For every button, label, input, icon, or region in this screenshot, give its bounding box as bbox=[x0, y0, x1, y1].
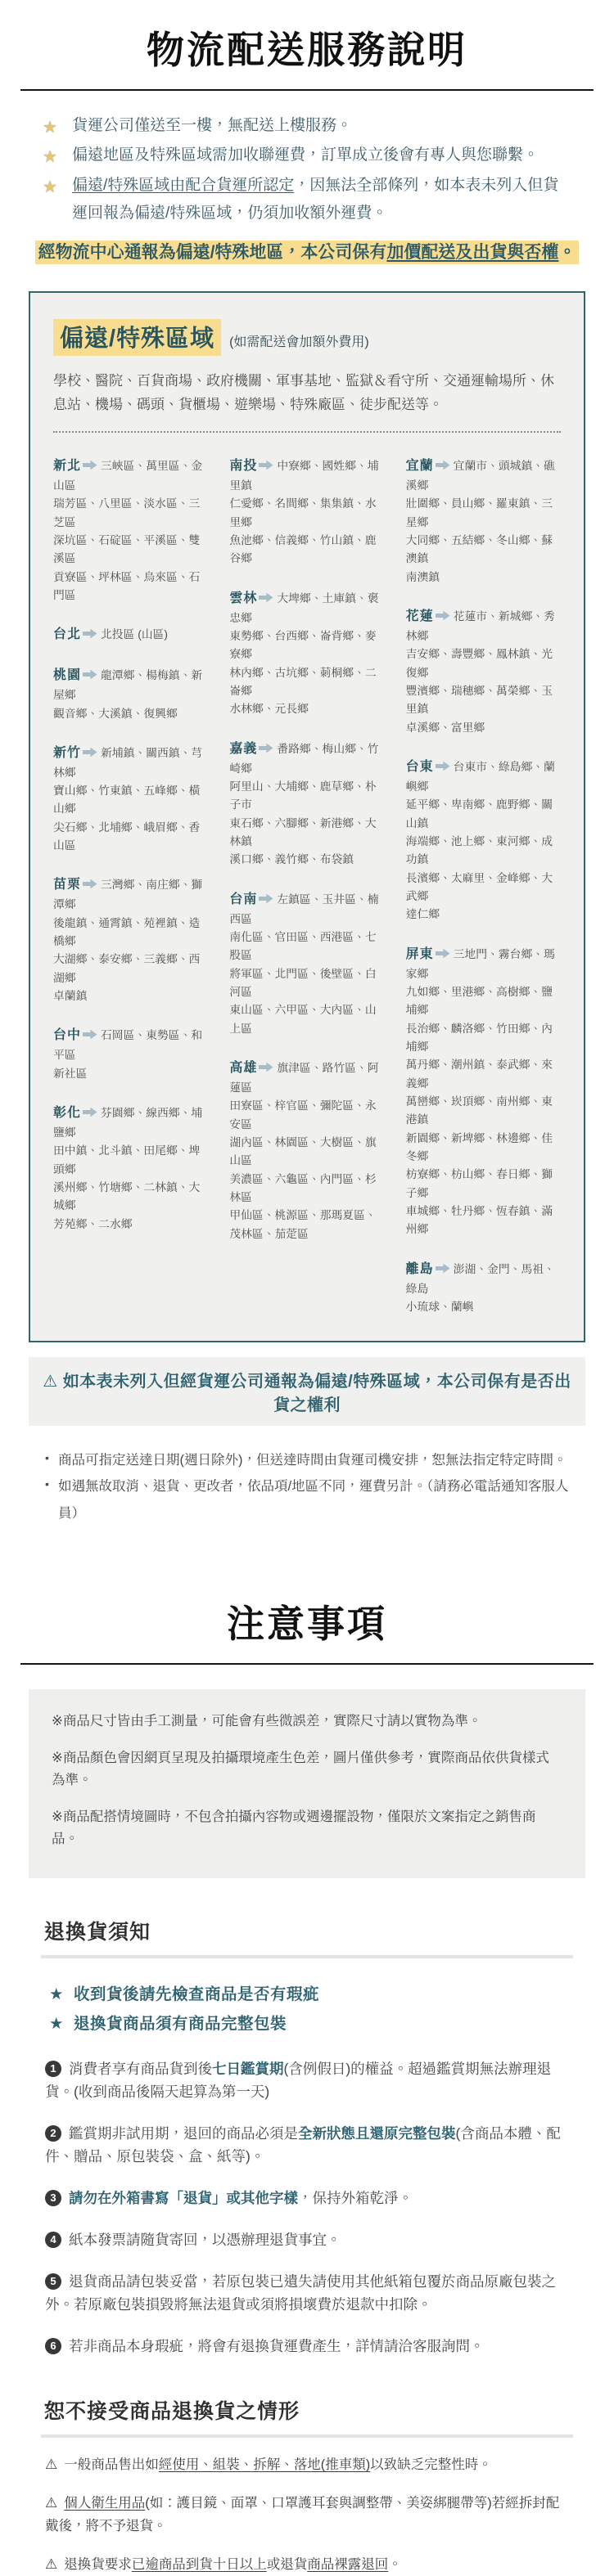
notes-title: 注意事項 bbox=[20, 1602, 594, 1665]
region-box-header bbox=[53, 319, 561, 356]
arrow-right-icon bbox=[259, 743, 273, 753]
region-group bbox=[406, 757, 561, 924]
intro-bullet-list bbox=[43, 112, 571, 227]
highlight-note-text bbox=[35, 241, 580, 264]
item-number-badge: 6 bbox=[45, 2338, 61, 2354]
region-label: 南投 bbox=[229, 459, 258, 474]
region-group bbox=[406, 1259, 561, 1317]
region-areas: 澎湖、金門、馬祖、綠島 小琉球、蘭嶼 bbox=[405, 1262, 555, 1313]
region-group bbox=[229, 739, 384, 870]
arrow-right-icon bbox=[259, 592, 273, 603]
arrow-right-icon bbox=[83, 879, 97, 889]
region-areas: 台東市、綠島鄉、蘭嶼鄉 延平鄉、卑南鄉、鹿野鄉、關山鎮 海端鄉、池上鄉、東河鄉、成功鎮 長濱鄉、太麻里、金峰鄉、大武鄉 達仁鄉 bbox=[405, 760, 555, 921]
star-icon: ★ bbox=[49, 1985, 64, 2003]
warning-banner-text: 如本表未列入但經貨運公司通報為偏遠/特殊區域，本公司保有是否出貨之權利 bbox=[62, 1373, 571, 1415]
notice-box bbox=[29, 1689, 585, 1878]
no-return-item bbox=[45, 2453, 569, 2476]
region-label: 彰化 bbox=[53, 1106, 82, 1121]
intro-bullet bbox=[43, 172, 571, 227]
region-group bbox=[53, 874, 208, 1005]
region-label: 屏東 bbox=[405, 946, 434, 961]
returns-numbered-list bbox=[45, 2057, 569, 2358]
return-policy-item bbox=[45, 2187, 569, 2210]
item-number-badge: 1 bbox=[45, 2061, 61, 2077]
region-areas: 宜蘭市、頭城鎮、礁溪鄉 壯圍鄉、員山鄉、羅東鎮、三星鄉 大同鄉、五結鄉、冬山鄉、蘇澳鎮 南澳鎮 bbox=[405, 460, 555, 583]
region-label: 宜蘭 bbox=[405, 459, 434, 474]
underlined-text: 已逾商品到貨十日以上 bbox=[131, 2556, 267, 2572]
arrow-right-icon bbox=[83, 747, 97, 758]
region-group bbox=[53, 456, 208, 605]
text: 貨運公司僅送至一樓，無配送上樓服務。 bbox=[72, 117, 353, 135]
region-label: 嘉義 bbox=[229, 741, 258, 756]
region-areas: 三峽區、萬里區、金山區 瑞芳區、八里區、淡水區、三芝區 深坑區、石碇區、平溪區、雙溪區 貢寮區、坪林區、烏來區、石門區 bbox=[53, 460, 203, 601]
region-areas: 番路鄉、梅山鄉、竹崎鄉 阿里山、大埔鄉、鹿草鄉、朴子市 東石鄉、六腳鄉、新港鄉、大林鎮 溪口鄉、義竹鄉、布袋鎮 bbox=[229, 742, 379, 866]
region-label: 苗栗 bbox=[53, 878, 82, 892]
arrow-right-icon bbox=[259, 460, 273, 470]
region-areas: 芬園鄉、線西鄉、埔鹽鄉 田中鎮、北斗鎮、田尾鄉、埤頭鄉 溪州鄉、竹塘鄉、二林鎮、大城鄉 芳苑鄉、二水鄉 bbox=[53, 1107, 203, 1230]
text: 若非商品本身瑕疵，將會有退換貨運費產生，詳情請洽客服詢問。 bbox=[69, 2338, 485, 2355]
text: 。 bbox=[558, 242, 576, 262]
region-label: 台北 bbox=[53, 627, 82, 642]
region-areas: 旗津區、路竹區、阿蓮區 田寮區、梓官區、彌陀區、永安區 湖內區、林園區、大樹區、旗山區 美濃區、六龜區、內門區、杉林區 甲仙區、桃源區、那瑪夏區、 茂林區、茄萣區 bbox=[229, 1061, 379, 1240]
region-label: 離島 bbox=[405, 1261, 434, 1276]
arrow-right-icon bbox=[436, 948, 450, 959]
emphasis-text: 請勿在外箱書寫「退貨」或其他字樣 bbox=[69, 2190, 298, 2207]
return-star-point: ★ 收到貨後請先檢查商品是否有瑕疵 bbox=[49, 1985, 319, 2003]
item-number-badge: 3 bbox=[45, 2190, 61, 2206]
warning-triangle-icon: ⚠ bbox=[45, 2457, 58, 2473]
warning-triangle-icon: ⚠ bbox=[45, 2556, 58, 2572]
return-policy-item bbox=[45, 2057, 569, 2103]
shipping-note: • 如遇無故取消、退貨、更改者，依品項/地區不同，運費另計。（請務必電話通知客服人員） bbox=[45, 1473, 569, 1526]
text: 。 bbox=[388, 2556, 402, 2572]
underlined-text: 經使用、組裝、拆解、落地(推車類) bbox=[158, 2457, 371, 2473]
region-areas: 左鎮區、玉井區、楠西區 南化區、官田區、西港區、七股區 將軍區、北門區、後壁區、白河區 東山區、六甲區、大內區、山上區 bbox=[229, 892, 379, 1035]
emphasis-text: 全新狀態且還原完整包裝 bbox=[298, 2125, 456, 2142]
text: 紙本發票請隨貨寄回，以憑辦理退貨事宜。 bbox=[69, 2232, 341, 2249]
warning-triangle-icon: ⚠ bbox=[45, 2495, 58, 2511]
region-group bbox=[229, 456, 384, 569]
region-label: 台東 bbox=[405, 759, 434, 774]
return-policy-item bbox=[45, 2335, 569, 2358]
region-label: 新竹 bbox=[53, 745, 82, 760]
region-group bbox=[53, 624, 208, 645]
heading-divider bbox=[41, 1955, 573, 1958]
region-description: 學校、醫院、百貨商場、政府機關、軍事基地、監獄＆看守所、交通運輸場所、休息站、機場、碼頭、貨櫃場、遊樂場、特殊廠區、徒步配送等。 bbox=[53, 372, 554, 413]
star-icon: ★ bbox=[43, 119, 57, 137]
no-returns-heading: 恕不接受商品退換貨之情形 bbox=[44, 2400, 300, 2424]
no-return-item bbox=[45, 2553, 569, 2576]
text: 退換貨要求 bbox=[64, 2556, 132, 2572]
arrow-right-icon bbox=[436, 1263, 450, 1274]
text: 偏遠地區及特殊區域需加收聯運費，訂單成立後會有專人與您聯繫。 bbox=[72, 146, 540, 164]
text: 經物流中心通報為偏遠/特殊地區，本公司保有 bbox=[38, 242, 387, 262]
underlined-text: 商品裸露退回 bbox=[307, 2556, 389, 2572]
region-areas: 三地門、霧台鄉、瑪家鄉 九如鄉、里港鄉、高樹鄉、鹽埔鄉 長治鄉、麟洛鄉、竹田鄉、內埔鄉 萬丹鄉、潮州鎮、泰武鄉、來義鄉 萬巒鄉、崁頂鄉、南州鄉、東港鎮 新園鄉、新埤鄉、林邊鄉、佳冬鄉 枋寮鄉、枋山鄉、春日鄉、獅子鄉 車城鄉、牡丹鄉、恆春鎮、滿州鄉 bbox=[405, 947, 555, 1236]
text: (含例假日)的權益。超過鑑賞期無法辦理退貨。(收到商品後隔天起算為第一天) bbox=[45, 2061, 552, 2101]
warning-triangle-icon: ⚠ bbox=[43, 1373, 58, 1391]
return-policy-item bbox=[45, 2122, 569, 2168]
notice-line: ※商品配搭情境圖時，不包含拍攝內容物或週邊擺設物，僅限於文案指定之銷售商品。 bbox=[52, 1809, 536, 1846]
text: 一般商品售出如 bbox=[64, 2457, 159, 2473]
region-group bbox=[229, 1058, 384, 1243]
return-star-point: ★ 退換貨商品須有商品完整包裝 bbox=[49, 2015, 287, 2033]
text: 以致缺乏完整性時。 bbox=[370, 2457, 492, 2473]
page-title: 物流配送服務說明 bbox=[20, 28, 594, 91]
arrow-right-icon bbox=[436, 460, 450, 470]
region-column bbox=[406, 436, 561, 1316]
region-column bbox=[53, 436, 208, 1316]
region-areas: 石岡區、東勢區、和平區 新社區 bbox=[53, 1029, 203, 1080]
star-icon: ★ bbox=[43, 178, 57, 196]
heading-divider bbox=[41, 2434, 573, 2438]
arrow-right-icon bbox=[259, 1062, 273, 1072]
arrow-right-icon bbox=[436, 610, 450, 621]
returns-heading: 退換貨須知 bbox=[44, 1920, 151, 1944]
underlined-text: 個人衛生用品 bbox=[64, 2496, 146, 2511]
region-areas: 新埔鎮、關西鎮、芎林鄉 寶山鄉、竹東鎮、五峰鄉、橫山鄉 尖石鄉、北埔鄉、峨眉鄉、香山區 bbox=[53, 746, 203, 852]
remote-region-box bbox=[29, 291, 585, 1343]
region-column bbox=[229, 436, 384, 1316]
region-areas: 大埤鄉、土庫鎮、褒忠鄉 東勢鄉、台西鄉、崙背鄉、麥寮鄉 林內鄉、古坑鄉、莿桐鄉、二崙鄉 水林鄉、元長鄉 bbox=[229, 591, 379, 716]
text: ，保持外箱乾淨。 bbox=[298, 2190, 413, 2207]
region-group bbox=[53, 1103, 208, 1234]
region-group bbox=[53, 665, 208, 723]
item-number-badge: 2 bbox=[45, 2125, 61, 2142]
highlight-note bbox=[33, 239, 581, 267]
underlined-text: 加價配送及出貨與否權 bbox=[386, 242, 559, 262]
item-number-badge: 4 bbox=[45, 2232, 61, 2248]
region-areas: 龍潭鄉、楊梅鎮、新屋鄉 觀音鄉、大溪鎮、復興鄉 bbox=[53, 669, 203, 720]
return-policy-item bbox=[45, 2228, 569, 2251]
arrow-right-icon bbox=[436, 761, 450, 771]
returns-section bbox=[41, 1916, 573, 1958]
text: 或退貨 bbox=[266, 2556, 308, 2572]
region-areas: 三灣鄉、南庄鄉、獅潭鄉 後龍鎮、通霄鎮、苑裡鎮、造橋鄉 大湖鄉、泰安鄉、三義鄉、西湖鄉 卓蘭鎮 bbox=[53, 879, 203, 1003]
region-group bbox=[229, 889, 384, 1038]
region-group bbox=[53, 743, 208, 856]
region-label: 桃園 bbox=[53, 668, 82, 683]
region-box-title: 偏遠/特殊區域 bbox=[53, 319, 221, 356]
notice-line: ※商品顏色會因網頁呈現及拍攝環境產生色差，圖片僅供參考，實際商品依供貨樣式為準。 bbox=[52, 1751, 549, 1787]
emphasis-text: 七日鑑賞期 bbox=[212, 2061, 284, 2078]
returns-star-points bbox=[49, 1980, 565, 2039]
text: 退貨商品請包裝妥當，若原包裝已遺失請使用其他紙箱包覆於商品原廠包裝之外。若原廠包裝損毀將無法退貨或須將損壞費於退款中扣除。 bbox=[45, 2273, 556, 2313]
arrow-right-icon bbox=[83, 1029, 97, 1040]
no-returns-list bbox=[45, 2453, 569, 2576]
dotted-divider bbox=[53, 431, 561, 433]
text: 鑑賞期非試用期，退回的商品必須是 bbox=[69, 2125, 298, 2142]
no-returns-section bbox=[41, 2395, 573, 2438]
arrow-right-icon bbox=[83, 460, 97, 470]
item-number-badge: 5 bbox=[45, 2273, 61, 2290]
region-group bbox=[406, 456, 561, 587]
region-group bbox=[229, 588, 384, 719]
region-columns bbox=[53, 436, 561, 1316]
region-areas: 中寮鄉、國姓鄉、埔里鎮 仁愛鄉、名間鄉、集集鎮、水里鄉 魚池鄉、信義鄉、竹山鎮、鹿谷鄉 bbox=[229, 460, 379, 565]
arrow-right-icon bbox=[259, 893, 273, 904]
shipping-notes-list bbox=[45, 1447, 569, 1526]
region-label: 高雄 bbox=[229, 1060, 258, 1075]
region-areas: 花蓮市、新城鄉、秀林鄉 吉安鄉、壽豐鄉、鳳林鎮、光復鄉 豐濱鄉、瑞穗鄉、萬榮鄉、玉里鎮 卓溪鄉、富里鄉 bbox=[405, 610, 555, 734]
region-label: 台中 bbox=[53, 1028, 82, 1043]
notice-line: ※商品尺寸皆由手工測量，可能會有些微誤差，實際尺寸請以實物為準。 bbox=[52, 1713, 482, 1729]
text: 消費者享有商品貨到後 bbox=[69, 2061, 212, 2078]
arrow-right-icon bbox=[83, 669, 97, 680]
arrow-right-icon bbox=[83, 1107, 97, 1117]
text: (含商品本體、配件、贈品、原包裝袋、盒、紙等)。 bbox=[45, 2125, 561, 2165]
text: (如：護目鏡、面罩、口罩護耳套與調整帶、美姿綁腿帶等)若經拆封配戴後，將不予退貨。 bbox=[45, 2496, 560, 2533]
text: ，因無法全部條列，如本表未列入但貨運回報為偏遠/特殊區域，仍須加收額外運費。 bbox=[72, 176, 559, 222]
region-box-title-note: (如需配送會加額外費用) bbox=[229, 335, 369, 349]
return-policy-item bbox=[45, 2270, 569, 2316]
region-label: 台南 bbox=[229, 892, 258, 906]
intro-bullet bbox=[43, 142, 571, 169]
region-label: 新北 bbox=[53, 459, 82, 474]
warning-banner bbox=[29, 1357, 585, 1426]
no-return-item bbox=[45, 2492, 569, 2537]
region-group bbox=[53, 1025, 208, 1083]
underlined-text: 偏遠/特殊區域由配合貨運所認定 bbox=[72, 176, 295, 194]
shipping-note: • 商品可指定送達日期(週日除外)，但送達時間由貨運司機安排，恕無法指定特定時間。 bbox=[45, 1447, 569, 1473]
arrow-right-icon bbox=[83, 628, 97, 639]
star-icon: ★ bbox=[49, 2015, 64, 2033]
region-label: 雲林 bbox=[229, 591, 258, 605]
region-group bbox=[406, 944, 561, 1239]
region-label: 花蓮 bbox=[405, 609, 434, 623]
star-icon: ★ bbox=[43, 148, 57, 167]
region-areas: 北投區 (山區) bbox=[101, 628, 169, 641]
region-group bbox=[406, 606, 561, 737]
intro-bullet bbox=[43, 112, 571, 140]
